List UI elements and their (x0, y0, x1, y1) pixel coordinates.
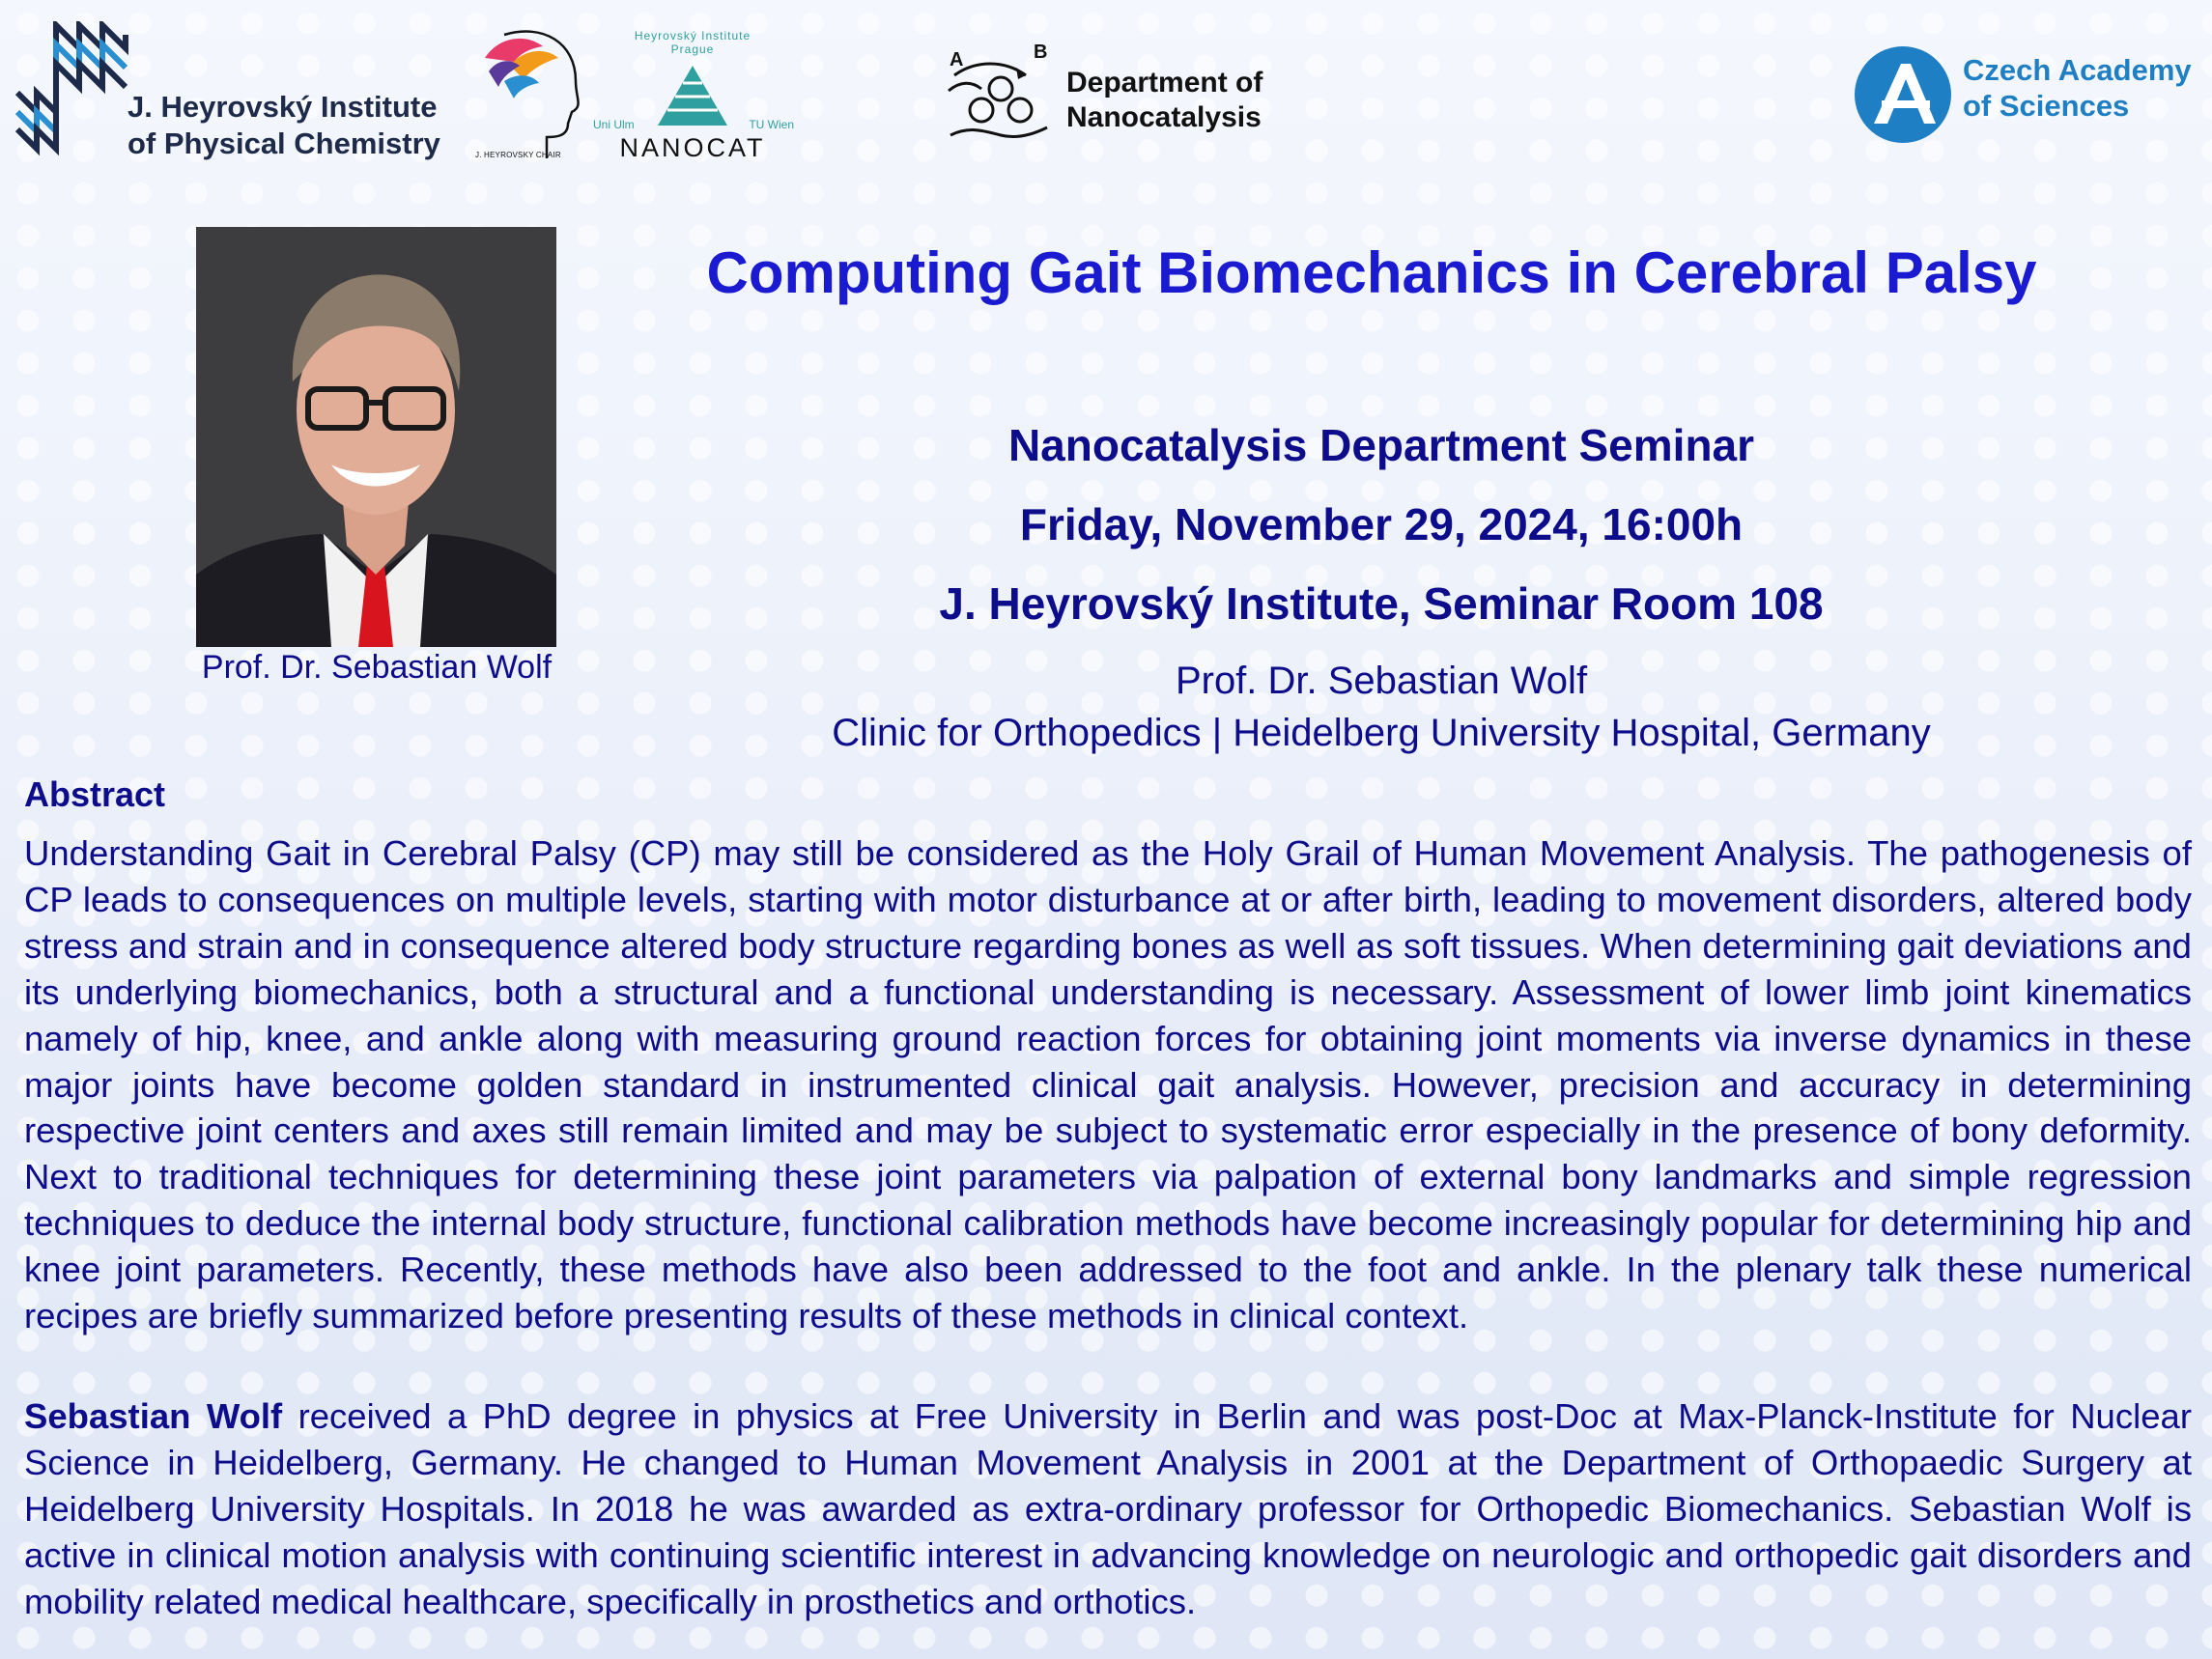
speaker-photo (196, 227, 556, 647)
heyrovsky-line-1: J. Heyrovský Institute (128, 90, 438, 124)
nanocat-right-label: TU Wien (749, 118, 794, 131)
abstract-text: Understanding Gait in Cerebral Palsy (CP) may still be considered as the Holy Grail of Human Movement Analysis. The pathogenesis of CP leads to consequences on multiple levels, starting with motor disturbance at or after birth, leading to movement disorders, altered body stress and strain and in consequence altered body structure regarding bones as well as soft tissues. When determining gait deviations and its underlying biomechanics, both a structural and a functional understanding is necessary. Assessment of lower limb joint kinematics namely of hip, knee, and ankle along with measuring ground reaction forces for obtaining joint moments via inverse dynamics in these major joints have become golden standard in instrumented clinical gait analysis. However, precision and accuracy in determining respective joint centers and axes still remain limited and may be subject to systematic error especially in the presence of bony deformity. Next to traditional techniques for determining these joint parameters via palpation of external bony landmarks and simple regression techniques to deduce the internal body structure, functional calibration methods have become increasingly popular for determining hip and knee joint parameters. Recently, these methods have also been addressed to the foot and ankle. In the plenary talk these numerical recipes are briefly summarized before presenting results of these methods in clinical context. (24, 833, 2192, 1336)
chair-caption: J. HEYROVSKY CHAIR (475, 151, 561, 159)
dept-label-a: A (950, 49, 964, 70)
seminar-details (753, 406, 2009, 643)
seminar-title: Computing Gait Biomechanics in Cerebral Palsy (706, 240, 2037, 305)
photo-caption: Prof. Dr. Sebastian Wolf (201, 649, 553, 686)
czech-academy-logo (1853, 44, 1959, 151)
heyrovsky-line-2: of Physical Chemistry (128, 127, 440, 160)
heyrovsky-institute-name (128, 89, 440, 162)
speaker-name: Prof. Dr. Sebastian Wolf (1175, 660, 1588, 702)
nanocat-wordmark: NANOCAT (619, 133, 766, 162)
bio-name: Sebastian Wolf (24, 1396, 283, 1436)
seminar-date: Friday, November 29, 2024, 16:00h (1019, 499, 1744, 549)
czech-academy-name (1963, 52, 2192, 124)
nanocatalysis-dept-name (1066, 66, 1262, 135)
speaker-bio (24, 1393, 2192, 1625)
nanocat-logo (591, 29, 794, 164)
academy-line-1: Czech Academy (1963, 53, 2192, 87)
speaker-block (676, 655, 2086, 759)
heyrovsky-chair-logo (475, 23, 583, 164)
academy-line-2: of Sciences (1963, 89, 2130, 123)
seminar-place: J. Heyrovský Institute, Seminar Room 108 (939, 578, 1824, 629)
seminar-name: Nanocatalysis Department Seminar (1007, 420, 1755, 470)
nanocat-top-line-2: Prague (670, 42, 715, 56)
logo-row (0, 0, 2212, 183)
dept-label-b: B (1034, 42, 1048, 63)
dept-line-2: Nanocatalysis (1066, 101, 1262, 133)
nanocat-top-line-1: Heyrovský Institute (634, 29, 752, 42)
dept-line-1: Department of (1066, 67, 1263, 98)
speaker-portrait-image (196, 227, 556, 647)
nanocat-left-label: Uni Ulm (593, 118, 635, 131)
abstract-heading: Abstract (24, 774, 166, 814)
speaker-affiliation: Clinic for Orthopedics | Heidelberg University Hospital, Germany (832, 712, 1931, 754)
bio-text: received a PhD degree in physics at Free University in Berlin and was post-Doc at Max-Planck-Institute for Nuclear Science in Heidelberg, Germany. He changed to Human Movement Analysis in 2001 at the Department of Orthopaedic Surgery at Heidelberg University Hospitals. In 2018 he was awarded as extra-ordinary professor for Orthopedic Biomechanics. Sebastian Wolf is active in clinical motion analysis with continuing scientific interest in advancing knowledge on neurologic and orthopedic gait disorders and mobility related medical healthcare, specifically in prosthetics and orthotics. (24, 1396, 2192, 1621)
nanocat-pyramid-icon (654, 62, 731, 129)
